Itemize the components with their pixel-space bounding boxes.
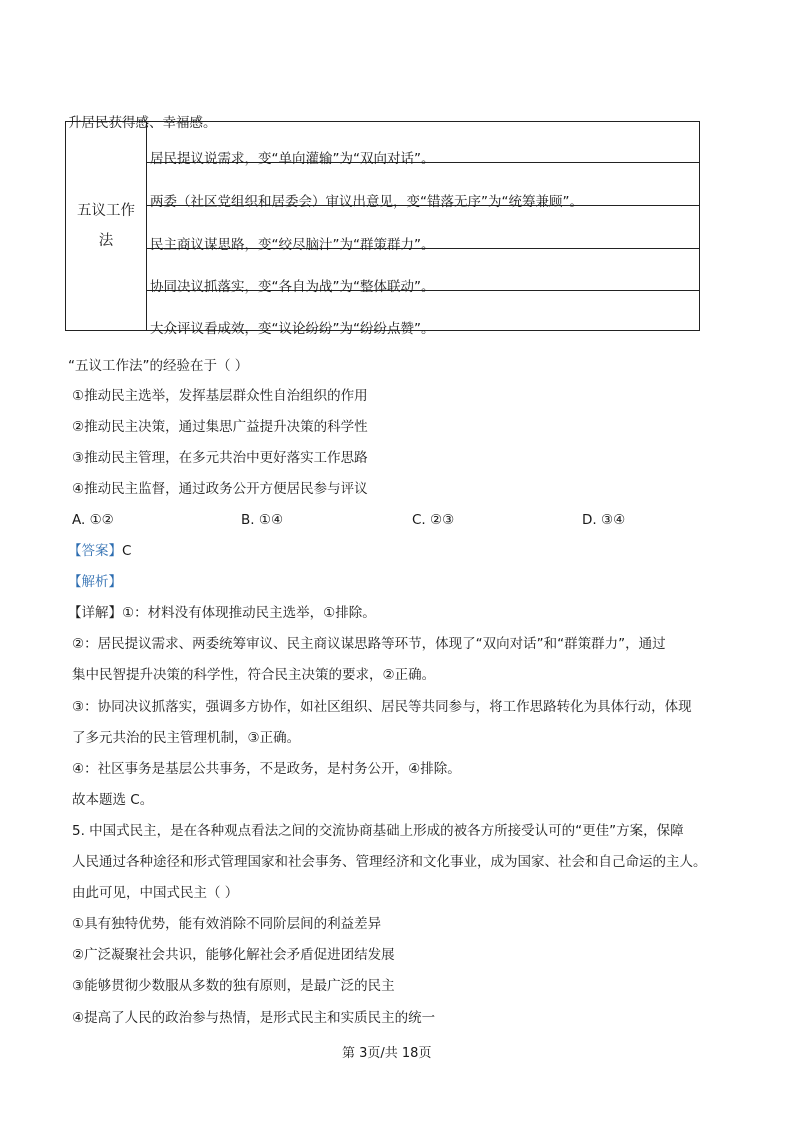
q4-option-d: D. ③④ [582, 512, 626, 528]
detail-line-7: 故本题选 C。 [72, 792, 154, 808]
q5-item-1: ①具有独特优势，能有效消除不同阶层间的利益差异 [72, 916, 382, 932]
detail-line-4: ③：协同决议抓落实，强调多方协作，如社区组织、居民等共同参与，将工作思路转化为具体行动，体现 [72, 699, 692, 715]
table-left-header [66, 122, 146, 330]
detail-line-6: ④：社区事务是基层公共事务，不是政务，是村务公开，④排除。 [72, 761, 461, 777]
q4-option-b: B. ①④ [241, 512, 284, 528]
answer-line [68, 542, 131, 560]
table-row-2: 两委（社区党组织和居委会）审议出意见，变“错落无序”为“统筹兼顾”。 [150, 194, 583, 210]
detail-label: 【详解】 [68, 605, 122, 621]
q4-option-a: A. ①② [72, 512, 114, 528]
q4-item-1: ①推动民主选举，发挥基层群众性自治组织的作用 [72, 388, 368, 404]
answer-value: C [122, 543, 132, 559]
q5-item-4: ④提高了人民的政治参与热情，是形式民主和实质民主的统一 [72, 1010, 436, 1026]
table-row-3: 民主商议谋思路，变“绞尽脑汁”为“群策群力”。 [150, 237, 435, 253]
table-left-header-line2: 法 [98, 233, 114, 249]
intro-text: 升居民获得感、幸福感。 [68, 115, 217, 131]
q5-line-2: 人民通过各种途径和形式管理国家和社会事务、管理经济和文化事业，成为国家、社会和自己命运的主人。 [72, 854, 707, 870]
detail-line-5: 了多元共治的民主管理机制，③正确。 [72, 730, 301, 746]
detail-line-3: 集中民智提升决策的科学性，符合民主决策的要求，②正确。 [72, 667, 436, 683]
q4-item-4: ④推动民主监督，通过政务公开方便居民参与评议 [72, 481, 368, 497]
table-row-4: 协同决议抓落实，变“各自为战”为“整体联动”。 [150, 279, 435, 295]
table-vertical-divider [146, 122, 147, 330]
q4-stem: “五议工作法”的经验在于（ ） [68, 358, 249, 374]
answer-label: 【答案】 [68, 543, 122, 559]
detail-line-1: 【详解】①：材料没有体现推动民主选举，①排除。 [68, 605, 376, 621]
q5-item-2: ②广泛凝聚社会共识，能够化解社会矛盾促进团结发展 [72, 947, 395, 963]
analysis-label: 【解析】 [68, 574, 122, 590]
q5-line-3: 由此可见，中国式民主（ ） [72, 885, 239, 901]
detail-line-2: ②：居民提议需求、两委统筹审议、民主商议谋思路等环节，体现了“双向对话”和“群策群力”，通过 [72, 636, 666, 652]
q4-item-2: ②推动民主决策，通过集思广益提升决策的科学性 [72, 419, 368, 435]
q5-line-1: 5. 中国式民主，是在各种观点看法之间的交流协商基础上形成的被各方所接受认可的“更佳”方案，保障 [72, 823, 684, 839]
q4-item-3: ③推动民主管理，在多元共治中更好落实工作思路 [72, 450, 368, 466]
q4-option-c: C. ②③ [412, 512, 455, 528]
table-left-header-line1: 五议工作 [77, 203, 135, 219]
q5-item-3: ③能够贯彻少数服从多数的独有原则，是最广泛的民主 [72, 978, 395, 994]
page-footer: 第 3页/共 18页 [342, 1046, 432, 1061]
table-row-1: 居民提议说需求，变“单向灌输”为“双向对话”。 [150, 151, 435, 167]
table-row-5: 大众评议看成效，变“议论纷纷”为“纷纷点赞”。 [150, 321, 435, 337]
